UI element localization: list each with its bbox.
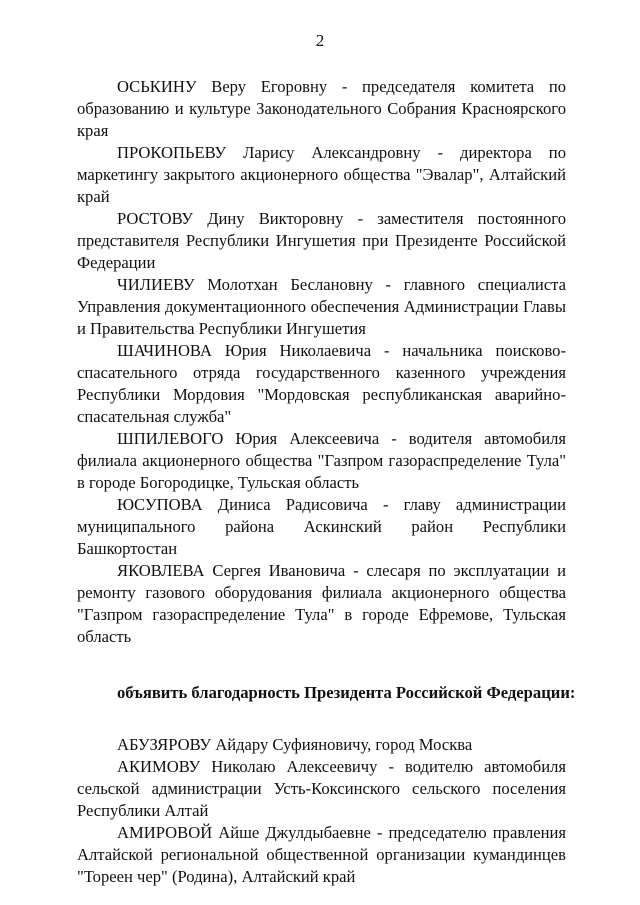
- awardee-list-before: [77, 76, 566, 648]
- page-number: 2: [315, 31, 325, 50]
- awardee-entry: АМИРОВОЙ Айше Джулдыбаевне - председателю правления Алтайской региональной общественной организации кумандинцев "Тореен чер" (Родина), Алтайский край: [77, 823, 566, 886]
- awardee-entry: РОСТОВУ Дину Викторовну - заместителя постоянного представителя Республики Ингушетия при Президенте Российской Федерации: [77, 209, 566, 272]
- section-gap: [77, 704, 566, 734]
- awardee-entry: ШАЧИНОВА Юрия Николаевича - начальника поисково-спасательного отряда государственного казенного учреждения Республики Мордовия "Мордовская республиканская аварийно-спасательная служба": [77, 341, 566, 426]
- awardee-entry: АБУЗЯРОВУ Айдару Суфияновичу, город Москва: [117, 735, 473, 754]
- section-heading: объявить благодарность Президента Российской Федерации:: [117, 683, 576, 702]
- awardee-entry: ЯКОВЛЕВА Сергея Ивановича - слесаря по эксплуатации и ремонту газового оборудования филиала акционерного общества "Газпром газораспределение Тула" в городе Ефремове, Тульская область: [77, 561, 566, 646]
- awardee-entry: ЧИЛИЕВУ Молотхан Беслановну - главного специалиста Управления документационного обеспечения Администрации Главы и Правительства Республики Ингушетия: [77, 275, 566, 338]
- awardee-entry: АКИМОВУ Николаю Алексеевичу - водителю автомобиля сельской администрации Усть-Коксинского сельского поселения Республики Алтай: [77, 757, 566, 820]
- awardee-entry: ОСЬКИНУ Веру Егоровну - председателя комитета по образованию и культуре Законодательного Собрания Красноярского края: [77, 77, 566, 140]
- document-body: [77, 76, 576, 888]
- awardee-entry: ПРОКОПЬЕВУ Ларису Александровну - директора по маркетингу закрытого акционерного общества "Эвалар", Алтайский край: [77, 143, 566, 206]
- awardee-list-after: [77, 734, 566, 888]
- awardee-entry: ШПИЛЕВОГО Юрия Алексеевича - водителя автомобиля филиала акционерного общества "Газпром газораспределение Тула" в городе Богородицке, Тульская область: [77, 429, 566, 492]
- awardee-entry: ЮСУПОВА Диниса Радисовича - главу администрации муниципального района Аскинский район Республики Башкортостан: [77, 495, 566, 558]
